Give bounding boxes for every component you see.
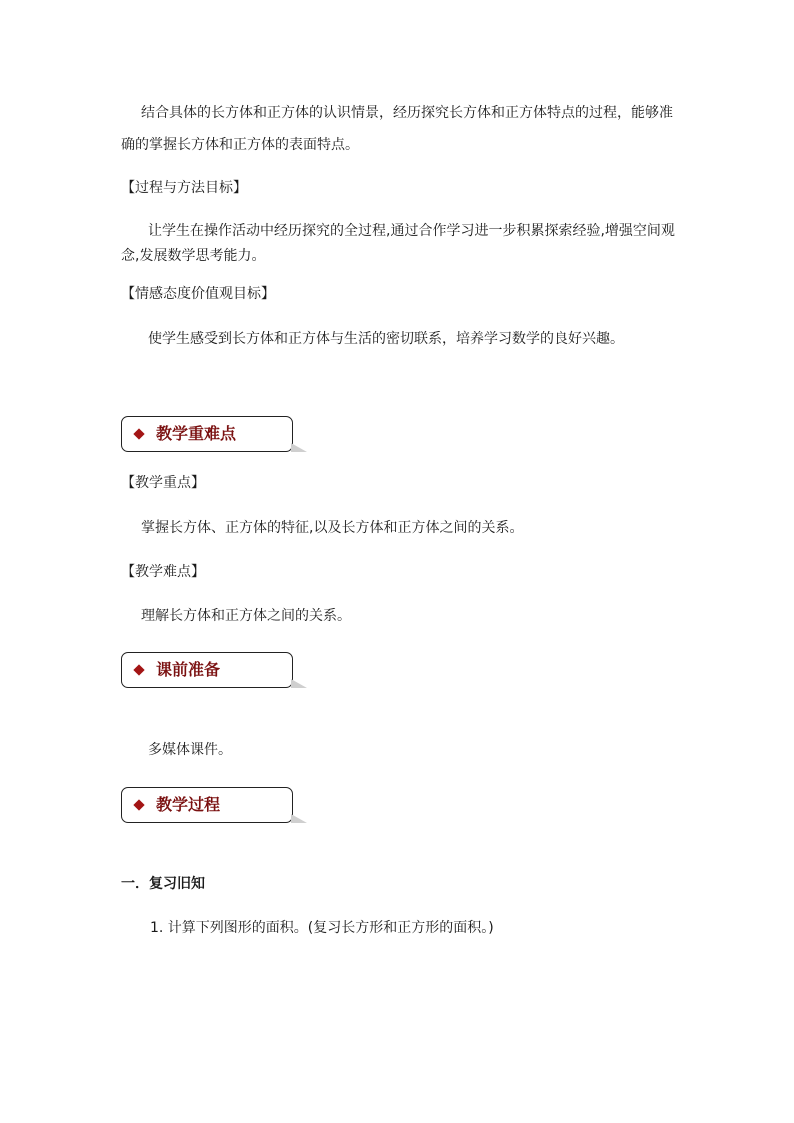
- intro-line-2: 确的掌握长方体和正方体的表面特点。: [121, 137, 359, 153]
- emotion-goal-heading: 【情感态度价值观目标】: [121, 286, 275, 302]
- focus-text: 掌握长方体、正方体的特征,以及长方体和正方体之间的关系。: [141, 520, 524, 536]
- section-shadow-corner: [291, 443, 307, 452]
- preparation-text: 多媒体课件。: [148, 742, 232, 758]
- diamond-bullet-icon: [133, 799, 144, 810]
- section-preparation: [121, 652, 293, 688]
- step1-item-1: 1. 计算下列图形的面积。(复习长方形和正方形的面积。): [150, 920, 494, 936]
- difficulty-text: 理解长方体和正方体之间的关系。: [141, 608, 351, 624]
- section-preparation-title: 课前准备: [156, 660, 221, 679]
- section-key-points: [121, 416, 293, 452]
- section-shadow-corner: [291, 814, 307, 823]
- process-goal-line-1: 让学生在操作活动中经历探究的全过程,通过合作学习进一步积累探索经验,增强空间观: [148, 223, 675, 239]
- section-process-title: 教学过程: [156, 795, 221, 814]
- diamond-bullet-icon: [133, 428, 144, 439]
- emotion-goal-text: 使学生感受到长方体和正方体与生活的密切联系，培养学习数学的良好兴趣。: [148, 331, 624, 347]
- section-shadow-corner: [291, 679, 307, 688]
- process-goal-heading: 【过程与方法目标】: [121, 180, 247, 196]
- intro-line-1: 结合具体的长方体和正方体的认识情景，经历探究长方体和正方体特点的过程，能够准: [141, 105, 673, 121]
- difficulty-heading: 【教学难点】: [121, 564, 205, 580]
- process-goal-line-2: 念,发展数学思考能力。: [121, 248, 266, 264]
- section-process: [121, 787, 293, 823]
- diamond-bullet-icon: [133, 664, 144, 675]
- focus-heading: 【教学重点】: [121, 475, 205, 491]
- step1-heading: 一．复习旧知: [121, 876, 205, 892]
- section-key-points-title: 教学重难点: [156, 424, 237, 443]
